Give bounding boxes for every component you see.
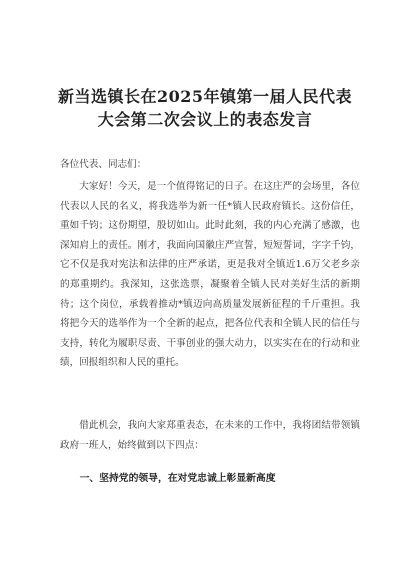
document-title-line-1: 新当选镇长在2025年镇第一届人民代表 — [57, 87, 353, 106]
document-title-line-2: 大会第二次会议上的表态发言 — [97, 110, 313, 129]
section-heading-1: 一、坚持党的领导，在对党忠诚上彰显新高度 — [79, 473, 276, 484]
paragraph-2: 借此机会，我向大家郑重表态，在未来的工作中，我将团结带领镇政府一班人，始终做到以下四点： — [60, 420, 360, 451]
paragraph-1: 大家好！今天，是一个值得铭记的日子。在这庄严的会场里，各位代表以人民的名义，将我选举为新一任*镇人民政府镇长。这份信任，重如千钧；这份期望，殷切如山。此时此刻，我的内心充满了感激，也深知肩上的责任。刚才，我面向国徽庄严宣誓，短短誓词，字字千钧，它不仅是我对宪法和法律的庄严承诺，更是我对全镇近1.6万父老乡亲的郑重期约。我深知，这张选票，凝聚着全镇人民对美好生活的新期待；这个岗位，承载着推动*镇迈向高质量发展新征程的千斤重担。我将把今天的选举作为一个全新的起点，把各位代表和全镇人民的信任与支持，转化为履职尽责、干事创业的强大动力，以实实在在的行动和业绩，回报组织和人民的重托。 — [60, 181, 360, 369]
greeting: 各位代表、同志们： — [60, 159, 147, 170]
